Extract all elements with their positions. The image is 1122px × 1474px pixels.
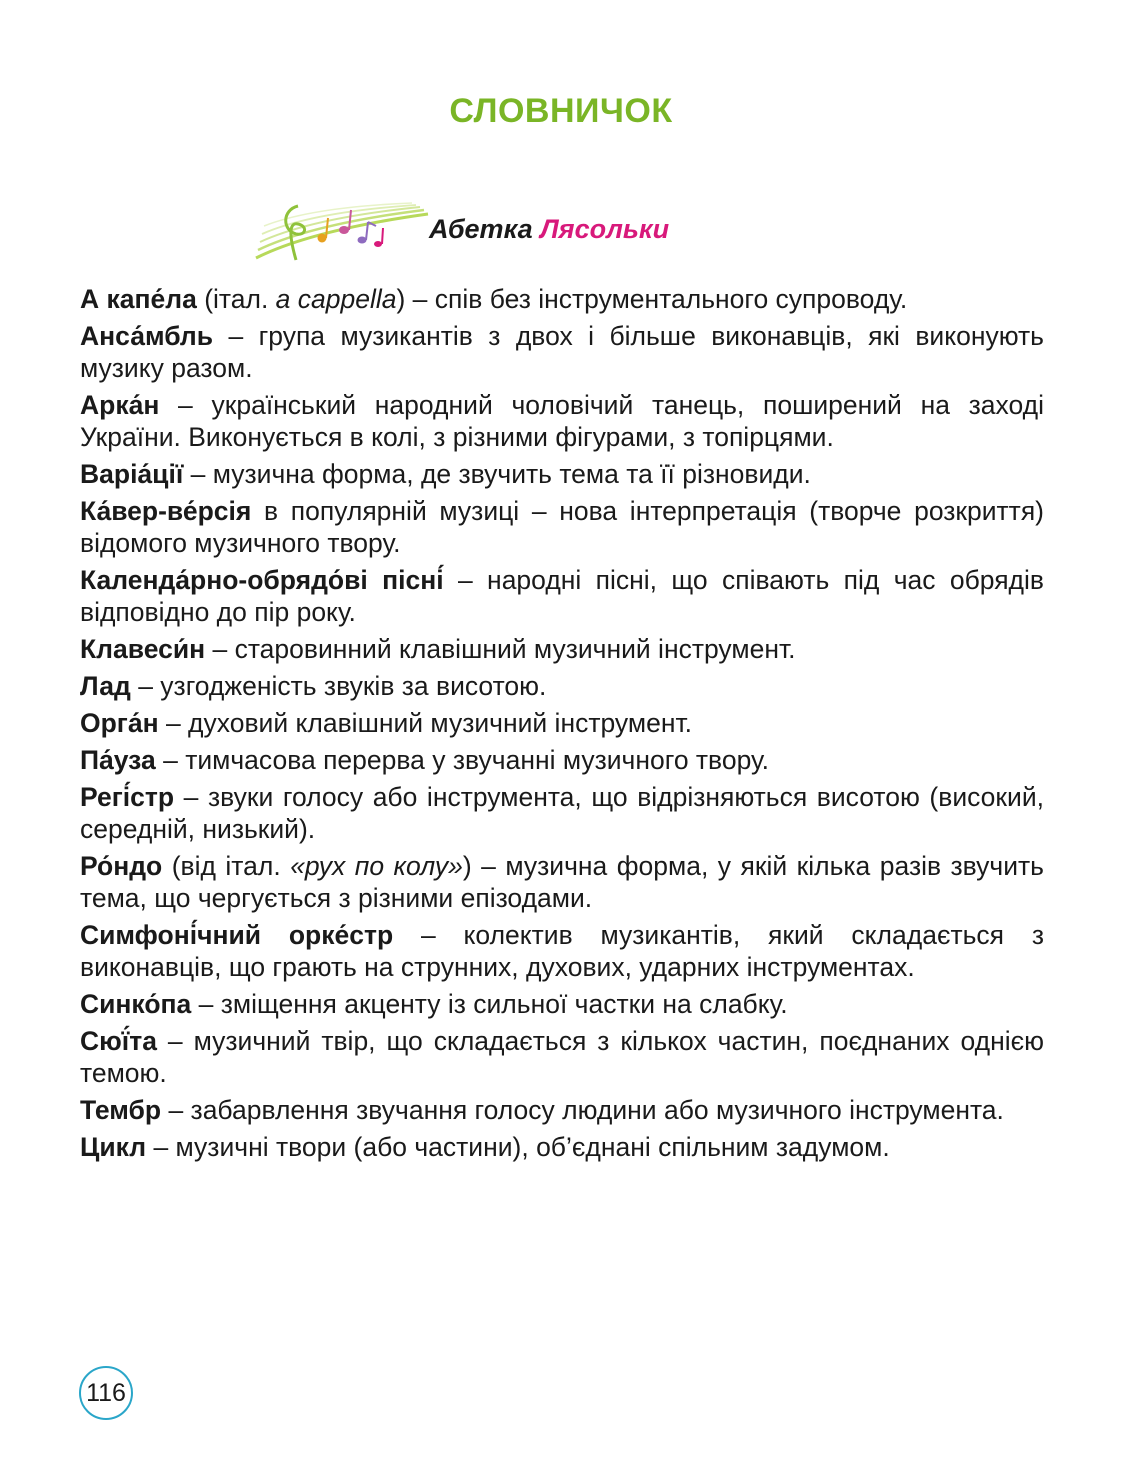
subtitle-word-2: Лясольки [540, 214, 670, 244]
glossary-term: Орга́н [80, 708, 159, 738]
subtitle-text [429, 214, 669, 245]
glossary-term: Регі́стр [80, 782, 175, 812]
glossary-definition: – група музикантів з двох і більше виконавців, які виконують музику разом. [80, 321, 1044, 383]
glossary-entry [80, 988, 1044, 1020]
glossary-note: (від італ. [162, 851, 291, 881]
glossary-definition: – старовинний клавішний музичний інструмент. [205, 634, 796, 664]
glossary-entry [80, 320, 1044, 384]
subtitle-word-1: Абетка [429, 214, 533, 244]
glossary-definition: – звуки голосу або інструмента, що відрізняються висотою (високий, середній, низький). [80, 782, 1044, 844]
glossary-note: (італ. [196, 284, 276, 314]
glossary-term: Па́уза [80, 745, 156, 775]
glossary-definition: ) – спів без інструментального супроводу. [396, 284, 908, 314]
glossary-entry [80, 781, 1044, 845]
glossary-definition: – музичні твори (або частини), об’єднані спільним задумом. [146, 1132, 890, 1162]
glossary-term: Анса́мбль [80, 321, 214, 351]
glossary-term: Тембр [80, 1095, 162, 1125]
glossary-term: Лад [80, 671, 131, 701]
glossary-entry [80, 919, 1044, 983]
glossary-term: Симфоні́чний орке́стр [80, 920, 394, 950]
glossary-term: Сюї́та [80, 1026, 157, 1056]
glossary-definition: – колектив музикантів, який складається з виконавців, що грають на струнних, духових, ударних інструментах. [80, 920, 1044, 982]
glossary-list [80, 283, 1044, 1168]
glossary-entry [80, 707, 1044, 739]
glossary-entry [80, 670, 1044, 702]
glossary-definition: ) – музична форма, у якій кілька разів звучить тема, що чергується з різними епізодами. [80, 851, 1044, 913]
glossary-term: Синко́па [80, 989, 192, 1019]
glossary-italic: a cappella [275, 284, 397, 314]
music-notes-icon [252, 200, 430, 266]
page-title: СЛОВНИЧОК [449, 92, 673, 130]
glossary-term: А капе́ла [80, 284, 197, 314]
glossary-term: Ро́ндо [80, 851, 163, 881]
glossary-definition: – духовий клавішний музичний інструмент. [158, 708, 693, 738]
glossary-definition: – музичний твір, що складається з кількох частин, поєднаних однією темою. [80, 1026, 1044, 1088]
glossary-term: Цикл [80, 1132, 147, 1162]
glossary-entry [80, 495, 1044, 559]
glossary-italic: «рух по колу» [290, 851, 463, 881]
glossary-definition: – музична форма, де звучить тема та її різновиди. [183, 459, 811, 489]
glossary-entry [80, 1025, 1044, 1089]
page-number: 116 [79, 1366, 133, 1420]
glossary-entry [80, 389, 1044, 453]
glossary-definition: – узгодженість звуків за висотою. [130, 671, 547, 701]
section-subtitle [252, 200, 732, 270]
glossary-entry [80, 458, 1044, 490]
glossary-term: Клавеси́н [80, 634, 206, 664]
glossary-entry [80, 564, 1044, 628]
glossary-entry [80, 744, 1044, 776]
glossary-definition: в популярній музиці – нова інтерпретація (творче розкриття) відомого музичного твору. [80, 496, 1044, 558]
glossary-term: Календа́рно-обрядо́ві пісні́ [80, 565, 444, 595]
glossary-entry [80, 1131, 1044, 1163]
glossary-definition: – зміщення акценту із сильної частки на слабку. [191, 989, 788, 1019]
glossary-term: Арка́н [80, 390, 160, 420]
glossary-definition: – забарвлення звучання голосу людини або музичного інструмента. [161, 1095, 1004, 1125]
glossary-term: Варіа́ції [80, 459, 184, 489]
glossary-entry [80, 850, 1044, 914]
glossary-entry [80, 1094, 1044, 1126]
glossary-definition: – народні пісні, що співають під час обрядів відповідно до пір року. [80, 565, 1044, 627]
glossary-definition: – український народний чоловічий танець, поширений на заході України. Виконується в колі, з різними фігурами, з топірцями. [80, 390, 1044, 452]
glossary-entry [80, 283, 1044, 315]
glossary-entry [80, 633, 1044, 665]
glossary-definition: – тимчасова перерва у звучанні музичного твору. [155, 745, 769, 775]
glossary-term: Ка́вер-ве́рсія [80, 496, 252, 526]
